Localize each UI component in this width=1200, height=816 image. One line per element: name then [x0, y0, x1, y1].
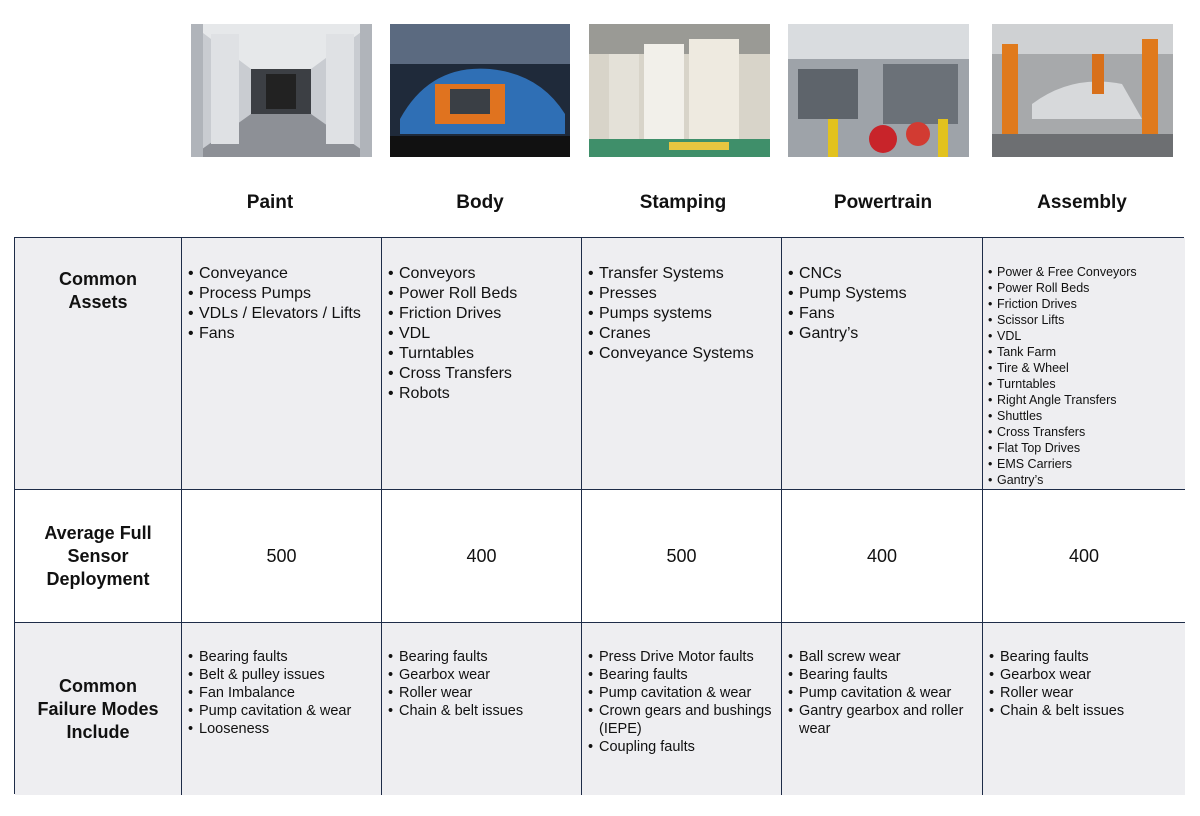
column-header-stamping: Stamping	[639, 192, 727, 213]
row-header-label: Average Full Sensor Deployment	[44, 522, 152, 589]
list-item: • Power Roll Beds	[988, 280, 1181, 296]
column-header-paint: Paint	[246, 192, 294, 213]
assembly-robot-photo	[992, 24, 1173, 157]
column-header-powertrain: Powertrain	[833, 192, 933, 213]
body-assets-cell	[382, 238, 582, 490]
list-item: • Roller wear	[989, 684, 1179, 702]
list-item: • Conveyance Systems	[588, 344, 773, 364]
stamping-press-photo	[589, 24, 770, 157]
list-item: • Power & Free Conveyors	[988, 264, 1181, 280]
powertrain-assets-list	[782, 238, 982, 344]
list-item: • Press Drive Motor faults	[588, 648, 775, 666]
assembly-assets-cell	[983, 238, 1185, 490]
powertrain-failures-list	[782, 623, 982, 738]
list-item: • Cross Transfers	[988, 424, 1181, 440]
list-item: • Cranes	[588, 324, 773, 344]
list-item: • Right Angle Transfers	[988, 392, 1181, 408]
stamping-failures-cell	[582, 623, 782, 795]
paint-assets-cell	[182, 238, 382, 490]
list-item: • VDL	[388, 324, 573, 344]
list-item: • Robots	[388, 384, 573, 404]
assembly-failures-list	[983, 623, 1185, 720]
paint-shop-photo	[191, 24, 372, 157]
list-item: • Pumps systems	[588, 304, 773, 324]
powertrain-assets-cell	[782, 238, 983, 490]
list-item: • Pump Systems	[788, 284, 974, 304]
list-item: • Tire & Wheel	[988, 360, 1181, 376]
row-header-assets	[15, 238, 182, 490]
body-failures-list	[382, 623, 581, 720]
paint-sensor-count: 500	[182, 490, 382, 623]
list-item: • Presses	[588, 284, 773, 304]
list-item: • Turntables	[988, 376, 1181, 392]
list-item: • Bearing faults	[188, 648, 375, 666]
list-item: • Gantry’s	[988, 472, 1181, 488]
list-item: • Bearing faults	[989, 648, 1179, 666]
body-assets-list	[382, 238, 581, 404]
list-item: • Conveyance	[188, 264, 373, 284]
list-item: • Gantry’s	[788, 324, 974, 344]
list-item: • Belt & pulley issues	[188, 666, 375, 684]
list-item: • VDLs / Elevators / Lifts	[188, 304, 373, 324]
list-item: • Flat Top Drives	[988, 440, 1181, 456]
list-item: • Friction Drives	[988, 296, 1181, 312]
list-item: • Pump cavitation & wear	[788, 684, 976, 702]
list-item: • Fans	[188, 324, 373, 344]
assembly-failures-cell	[983, 623, 1185, 795]
assembly-assets-list	[983, 238, 1185, 488]
list-item: • Gantry gearbox and roller wear	[788, 702, 976, 738]
list-item: • Tank Farm	[988, 344, 1181, 360]
list-item: • Chain & belt issues	[989, 702, 1179, 720]
list-item: • Process Pumps	[188, 284, 373, 304]
powertrain-sensor-count: 400	[782, 490, 983, 623]
body-sensor-count: 400	[382, 490, 582, 623]
list-item: • Looseness	[188, 720, 375, 738]
powertrain-engine-photo	[788, 24, 969, 157]
list-item: • Bearing faults	[588, 666, 775, 684]
list-item: • Bearing faults	[788, 666, 976, 684]
paint-failures-cell	[182, 623, 382, 795]
list-item: • Fans	[788, 304, 974, 324]
list-item: • VDL	[988, 328, 1181, 344]
list-item: • Gearbox wear	[388, 666, 575, 684]
paint-failures-list	[182, 623, 381, 738]
row-header-failures	[15, 623, 182, 795]
list-item: • Friction Drives	[388, 304, 573, 324]
list-item: • Crown gears and bushings (IEPE)	[588, 702, 775, 738]
list-item: • Ball screw wear	[788, 648, 976, 666]
paint-assets-list	[182, 238, 381, 344]
list-item: • Conveyors	[388, 264, 573, 284]
list-item: • Bearing faults	[388, 648, 575, 666]
comparison-table	[14, 237, 1184, 794]
column-header-assembly: Assembly	[1037, 192, 1127, 213]
stamping-assets-list	[582, 238, 781, 364]
list-item: • Shuttles	[988, 408, 1181, 424]
list-item: • EMS Carriers	[988, 456, 1181, 472]
list-item: • Coupling faults	[588, 738, 775, 756]
column-header-body: Body	[456, 192, 504, 213]
list-item: • Chain & belt issues	[388, 702, 575, 720]
body-shop-photo	[390, 24, 570, 157]
list-item: • Fan Imbalance	[188, 684, 375, 702]
list-item: • Gearbox wear	[989, 666, 1179, 684]
list-item: • CNCs	[788, 264, 974, 284]
row-header-sensors	[15, 490, 182, 623]
row-header-label: Common Assets	[59, 269, 137, 312]
list-item: • Cross Transfers	[388, 364, 573, 384]
body-failures-cell	[382, 623, 582, 795]
assembly-sensor-count: 400	[983, 490, 1185, 623]
stamping-assets-cell	[582, 238, 782, 490]
powertrain-failures-cell	[782, 623, 983, 795]
list-item: • Turntables	[388, 344, 573, 364]
stamping-sensor-count: 500	[582, 490, 782, 623]
list-item: • Pump cavitation & wear	[588, 684, 775, 702]
list-item: • Transfer Systems	[588, 264, 773, 284]
list-item: • Scissor Lifts	[988, 312, 1181, 328]
list-item: • Roller wear	[388, 684, 575, 702]
list-item: • Pump cavitation & wear	[188, 702, 375, 720]
list-item: • Power Roll Beds	[388, 284, 573, 304]
stamping-failures-list	[582, 623, 781, 756]
row-header-label: Common Failure Modes Include	[37, 675, 159, 742]
